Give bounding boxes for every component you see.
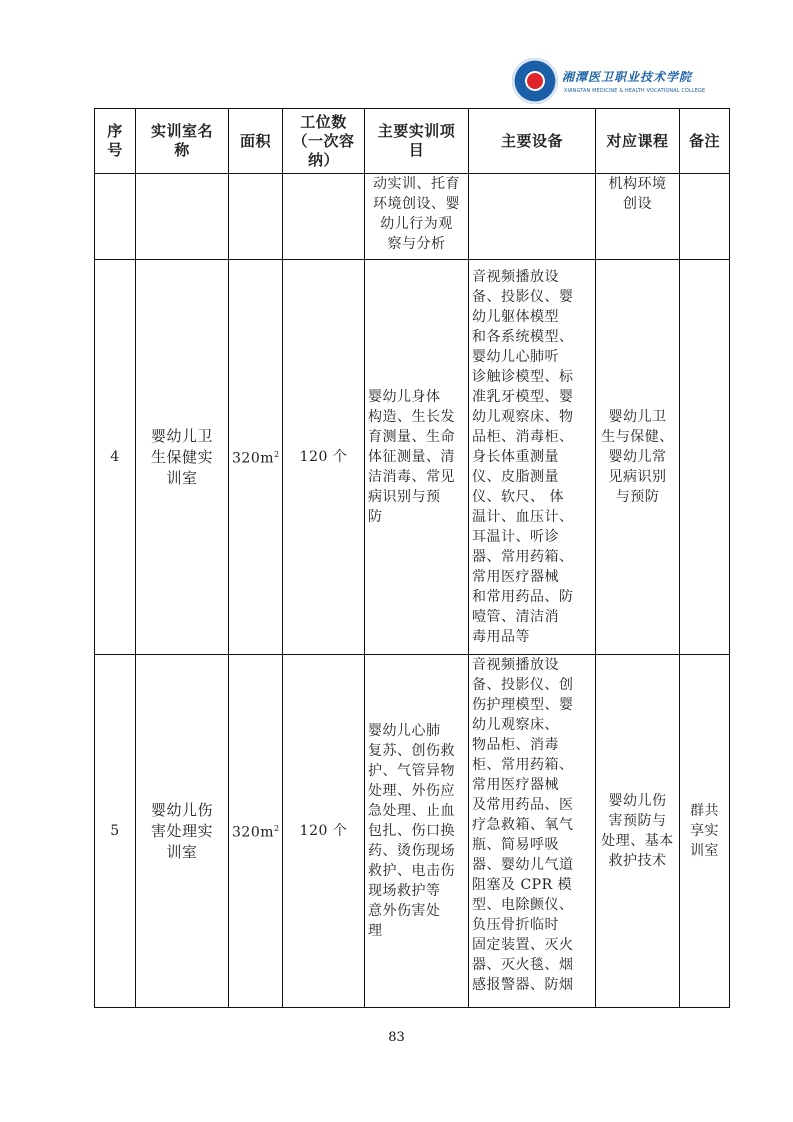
cell-equipment	[469, 174, 596, 260]
cell-course: 机构环境 创设	[596, 174, 680, 260]
header-area: 面积	[229, 109, 283, 174]
cell-note: 群共 享实 训室	[680, 655, 730, 1008]
college-logo	[512, 56, 706, 108]
cell-equipment: 音视频播放设 备、投影仪、婴 幼儿躯体模型 和各系统模型、 婴幼儿心肺听 诊触诊模型、标 准乳牙模型、婴 幼儿观察床、物 品柜、消毒柜、 身长体重测量 仪、皮脂测量 仪、软尺、 体 温计、血压计、 耳温计、听诊 器、常用药箱、 常用医疗器械 和常用药品、防 噎管、清洁消 毒用品等	[469, 260, 596, 655]
page-number: 83	[388, 1030, 405, 1045]
cell-course: 婴幼儿伤 害预防与 处理、基本 救护技术	[596, 655, 680, 1008]
cell-projects: 婴幼儿身体 构造、生长发 育测量、生命 体征测量、清 洁消毒、常见 病识别与预 防	[365, 260, 469, 655]
cell-empty	[95, 174, 136, 260]
cell-no: 5	[95, 655, 136, 1008]
area-value: 320m	[232, 450, 274, 467]
area-unit-superscript: 2	[274, 824, 280, 834]
header-no: 序 号	[95, 109, 136, 174]
header-course: 对应课程	[596, 109, 680, 174]
table-row-continued	[95, 174, 730, 260]
cell-area	[229, 260, 283, 655]
logo-name-en: XIANGTAN MEDICINE & HEALTH VOCATIONAL COLLEGE	[564, 88, 706, 94]
cell-stations: 120 个	[283, 260, 365, 655]
cell-empty	[136, 174, 229, 260]
header-equipment: 主要设备	[469, 109, 596, 174]
cell-empty	[283, 174, 365, 260]
header-projects: 主要实训项 目	[365, 109, 469, 174]
area-value: 320m	[232, 824, 274, 841]
cell-equipment: 音视频播放设 备、投影仪、创 伤护理模型、婴 幼儿观察床、 物品柜、消毒 柜、常用药箱、 常用医疗器械 及常用药品、医 疗急救箱、氧气 瓶、简易呼吸 器、婴幼儿气道 阻塞及 CPR 模 型、电除颤仪、 负压骨折临时 固定装置、灭火 器、灭火毯、烟 感报警器、防烟	[469, 655, 596, 1008]
cell-projects: 婴幼儿心肺 复苏、创伤救 护、气管异物 处理、外伤应 急处理、止血 包扎、伤口换 药、烫伤现场 救护、电击伤 现场救护等 意外伤害处 理	[365, 655, 469, 1008]
training-room-table	[94, 108, 730, 1008]
header-note: 备注	[680, 109, 730, 174]
cell-empty	[229, 174, 283, 260]
cell-no: 4	[95, 260, 136, 655]
cell-room-name: 婴幼儿卫 生保健实 训室	[136, 260, 229, 655]
table-row	[95, 655, 730, 1008]
cell-room-name: 婴幼儿伤 害处理实 训室	[136, 655, 229, 1008]
cell-note	[680, 260, 730, 655]
college-seal-icon	[512, 58, 558, 104]
cell-course: 婴幼儿卫 生与保健、 婴幼儿常 见病识别 与预防	[596, 260, 680, 655]
logo-name-cn: 湘潭医卫职业技术学院	[562, 70, 693, 84]
header-stations: 工位数 （一次容 纳）	[283, 109, 365, 174]
cell-note	[680, 174, 730, 260]
cell-stations: 120 个	[283, 655, 365, 1008]
cell-projects: 动实训、托育 环境创设、婴 幼儿行为观 察与分析	[365, 174, 469, 260]
table-row	[95, 260, 730, 655]
header-row	[95, 109, 730, 174]
cell-area	[229, 655, 283, 1008]
area-unit-superscript: 2	[274, 450, 280, 460]
header-room-name: 实训室名 称	[136, 109, 229, 174]
